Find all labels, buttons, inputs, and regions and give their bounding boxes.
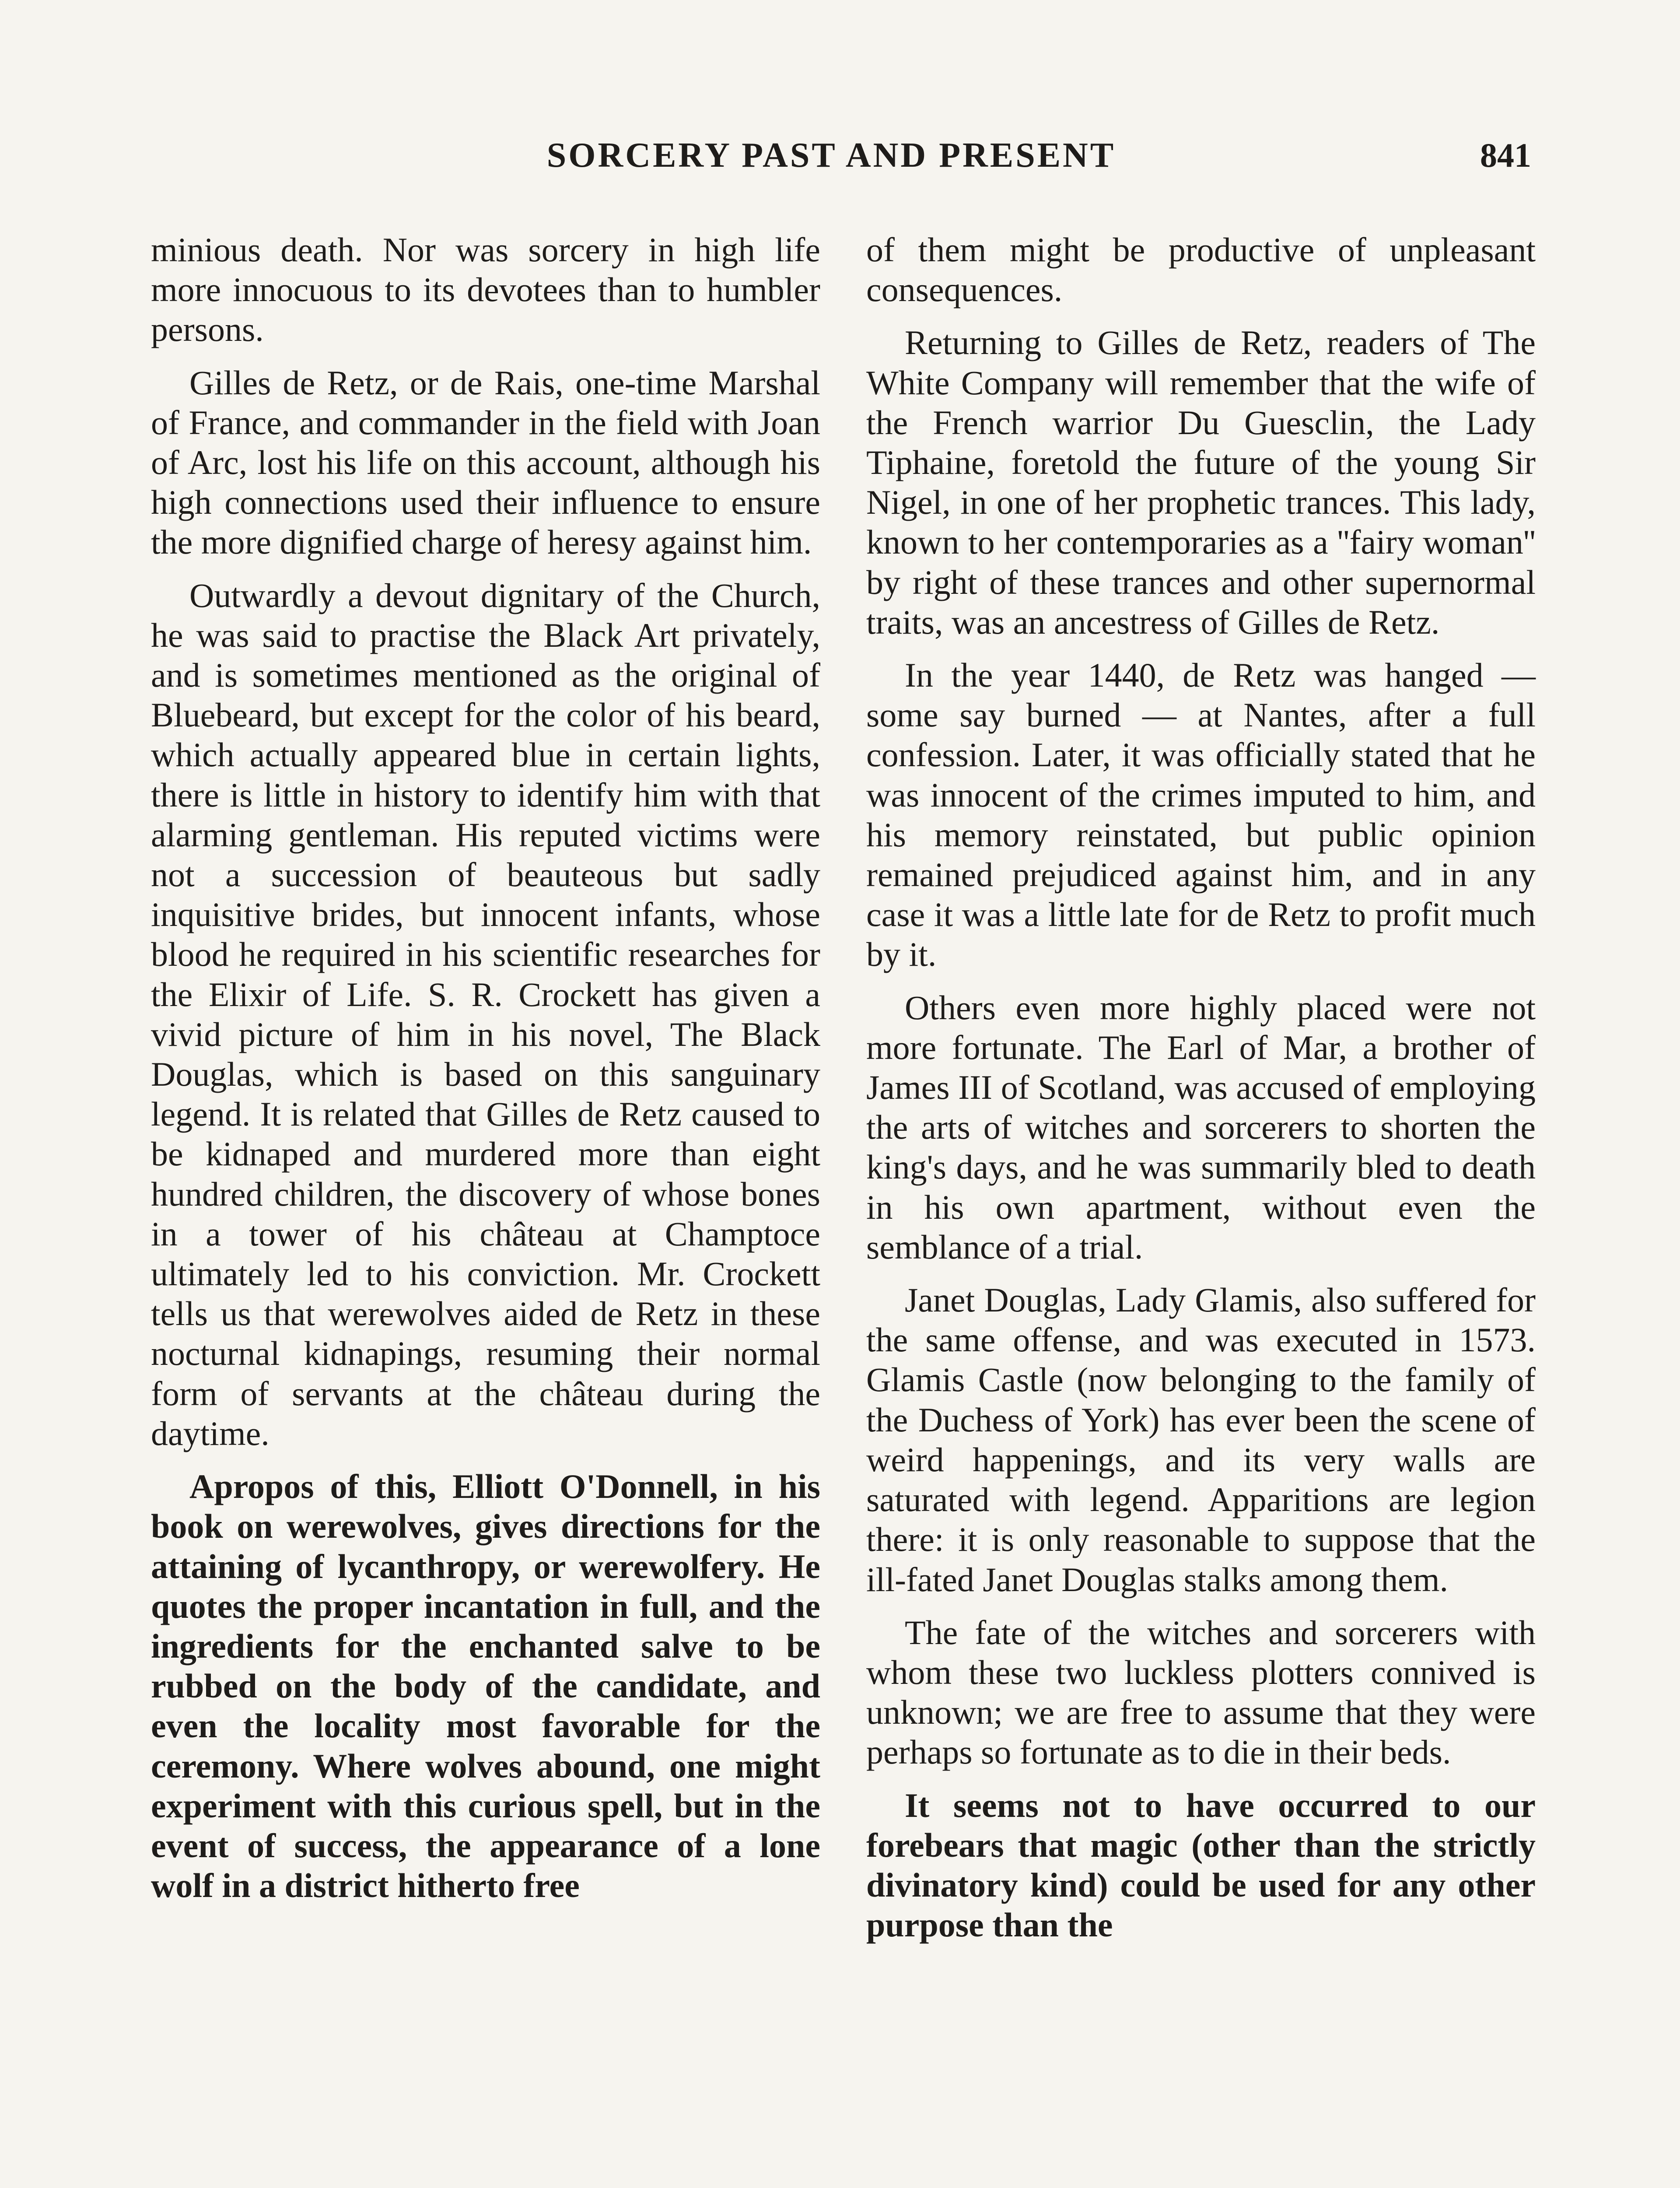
paragraph: Janet Douglas, Lady Glamis, also suffered for the same offense, and was executed in 1573. Glamis Castle (now belonging to the family of the Duchess of York) has ever been the scene of weird happenings, and its very walls are saturated with legend. Apparitions are legion there: it is only reasonable to suppose that the ill-fated Janet Douglas stalks among them. — [866, 1281, 1536, 1599]
page-header — [0, 131, 1680, 179]
running-title: SORCERY PAST AND PRESENT — [546, 136, 1116, 175]
paragraph: Apropos of this, Elliott O'Donnell, in his book on werewolves, gives directions for the attaining of lycanthropy, or werewolfery. He quotes the proper incantation in full, and the ingredients for the enchanted salve to be rubbed on the body of the candidate, and even the locality most favorable for the ceremony. Where wolves abound, one might experiment with this curious spell, but in the event of success, the appearance of a lone wolf in a district hitherto free — [151, 1467, 820, 1905]
paragraph: of them might be productive of unpleasant consequences. — [866, 231, 1536, 309]
paragraph: Gilles de Retz, or de Rais, one-time Marshal of France, and commander in the field with Joan of Arc, lost his life on this account, although his high connections used their influence to ensure the more dignified charge of heresy against him. — [151, 363, 820, 561]
paragraph: In the year 1440, de Retz was hanged — some say burned — at Nantes, after a full confession. Later, it was officially stated that he was innocent of the crimes imputed to him, and his memory reinstated, but public opinion remained prejudiced against him, and in any case it was a little late for de Retz to profit much by it. — [866, 656, 1536, 974]
paragraph: minious death. Nor was sorcery in high life more innocuous to its devotees than to humbler persons. — [151, 231, 820, 349]
paragraph: The fate of the witches and sorcerers with whom these two luckless plotters connived is unknown; we are free to assume that they were perhaps so fortunate as to die in their beds. — [866, 1613, 1536, 1771]
page-number: 841 — [1480, 136, 1531, 174]
left-column — [151, 230, 820, 2188]
paragraph: Outwardly a devout dignitary of the Church, he was said to practise the Black Art privately, and is sometimes mentioned as the original of Bluebeard, but except for the color of his beard, which actually appeared blue in certain lights, there is little in history to identify him with that alarming gentleman. His reputed victims were not a succession of beauteous but sadly inquisitive brides, but innocent infants, whose blood he required in his scientific researches for the Elixir of Life. S. R. Crockett has given a vivid picture of him in his novel, The Black Douglas, which is based on this sanguinary legend. It is related that Gilles de Retz caused to be kidnaped and murdered more than eight hundred children, the discovery of whose bones in a tower of his château at Champtoce ultimately led to his conviction. Mr. Crockett tells us that werewolves aided de Retz in these nocturnal kidnapings, resuming their normal form of servants at the château during the daytime. — [151, 576, 820, 1452]
paragraph: Others even more highly placed were not more fortunate. The Earl of Mar, a brother of James III of Scotland, was accused of employing the arts of witches and sorcerers to shorten the king's days, and he was summarily bled to death in his own apartment, without even the semblance of a trial. — [866, 988, 1536, 1266]
paragraph: Returning to Gilles de Retz, readers of The White Company will remember that the wife of the French warrior Du Guesclin, the Lady Tiphaine, foretold the future of the young Sir Nigel, in one of her prophetic trances. This lady, known to her contemporaries as a ''fairy woman'' by right of these trances and other supernormal traits, was an ancestress of Gilles de Retz. — [866, 323, 1536, 641]
right-column — [866, 230, 1536, 2188]
paragraph: It seems not to have occurred to our forebears that magic (other than the strictly divinatory kind) could be used for any other purpose than the — [866, 1786, 1536, 1944]
